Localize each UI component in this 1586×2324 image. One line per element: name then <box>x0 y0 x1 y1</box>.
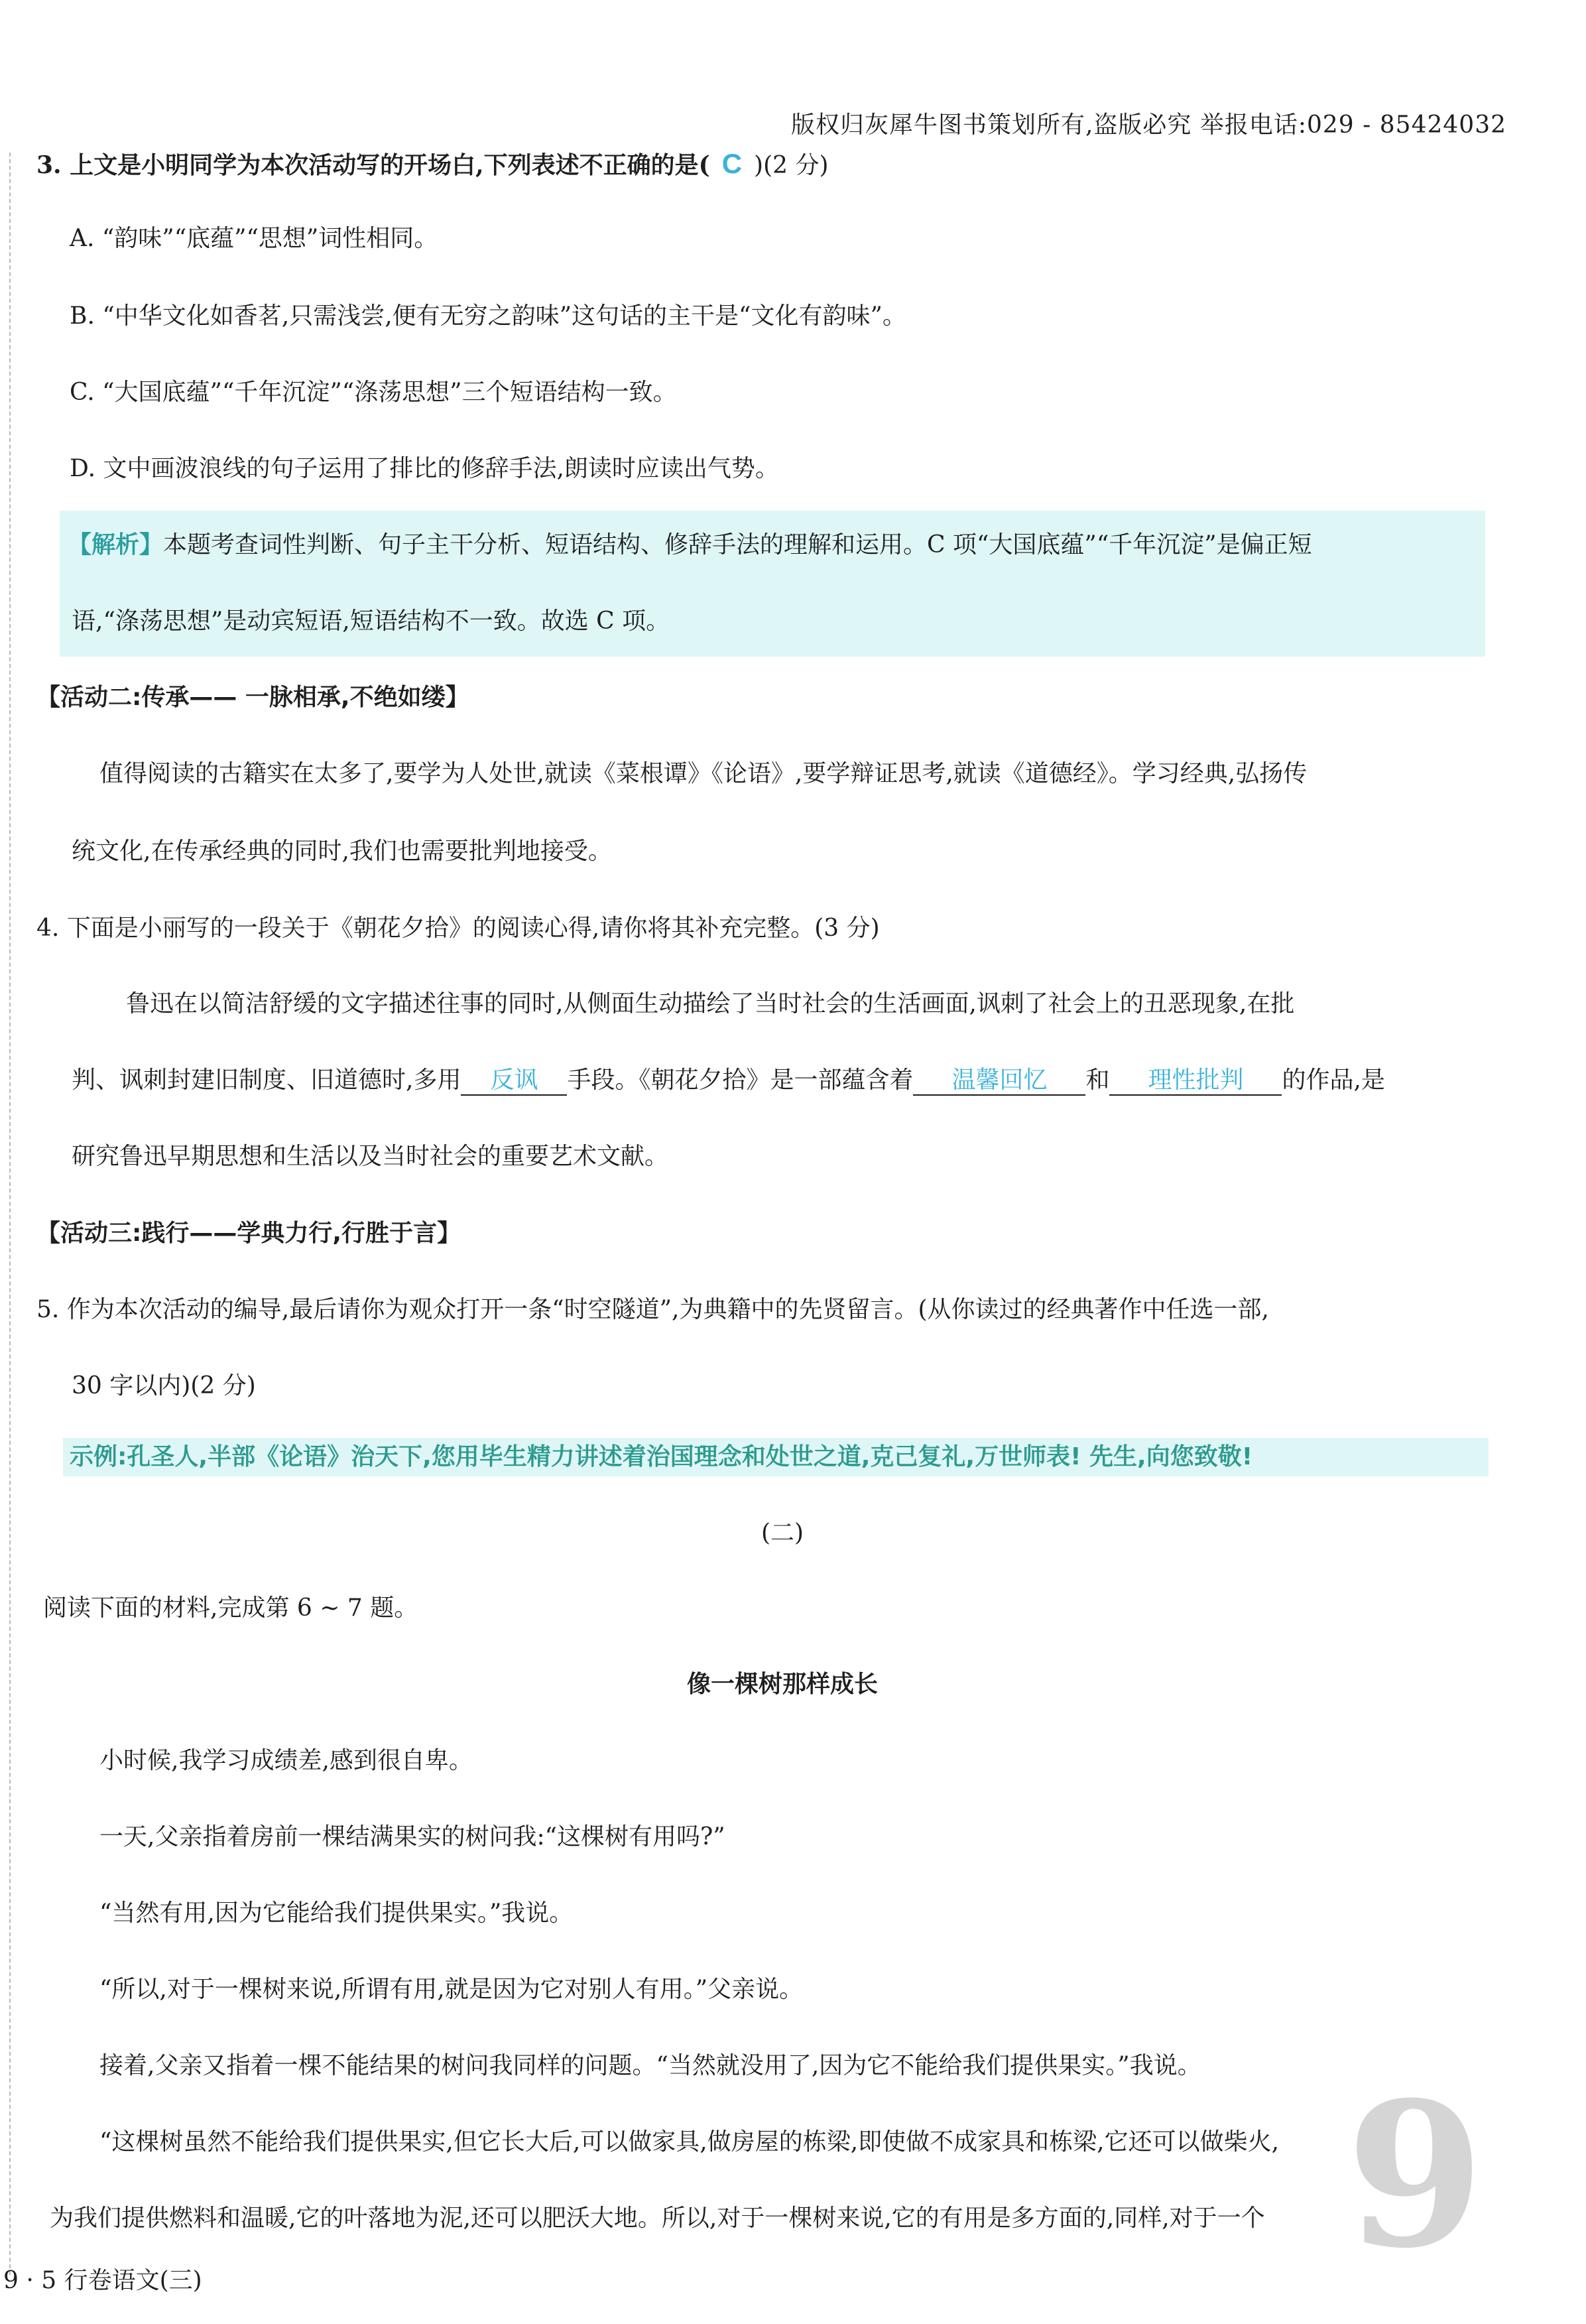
section2-heading: (二) <box>761 1519 804 1547</box>
q4-line3: 研究鲁迅早期思想和生活以及当时社会的重要艺术文献。 <box>72 1143 669 1170</box>
analysis-text-1: 本题考查词性判断、句子主干分析、短语结构、修辞手法的理解和运用。C 项“大国底蕴”“千年沉淀”是偏正短 <box>163 531 1312 558</box>
q3-stem-before: 3. 上文是小明同学为本次活动写的开场白,下列表述不正确的是( <box>36 151 710 179</box>
article-title: 像一棵树那样成长 <box>686 1671 878 1698</box>
q4-line2-b: 手段。《朝花夕拾》是一部蕴含着 <box>567 1066 914 1094</box>
article-p6-line1: “这棵树虽然不能给我们提供果实,但它长大后,可以做家具,做房屋的栋梁,即使做不成家具和栋梁,它还可以做柴火, <box>99 2128 1280 2156</box>
article-p5: 接着,父亲又指着一棵不能结果的树问我同样的问题。“当然就没用了,因为它不能给我们提供果实。”我说。 <box>99 2052 1201 2079</box>
q3-option-b: B. “中华文化如香茗,只需浅尝,便有无穷之韵味”这句话的主干是“文化有韵味”。 <box>70 302 906 330</box>
article-p1: 小时候,我学习成绩差,感到很自卑。 <box>99 1747 473 1774</box>
q3-option-d: D. 文中画波浪线的句子运用了排比的修辞手法,朗读时应读出气势。 <box>70 455 779 482</box>
article-p4: “所以,对于一棵树来说,所谓有用,就是因为它对别人有用。”父亲说。 <box>99 1976 804 2003</box>
q3-stem <box>36 147 829 180</box>
q3-option-a: A. “韵味”“底蕴”“思想”词性相同。 <box>70 225 438 252</box>
footer-label: 9 · 5 行卷语文(三) <box>3 2267 202 2294</box>
q4-line2 <box>72 1066 1385 1096</box>
q5-stem-line1: 5. 作为本次活动的编导,最后请你为观众打开一条“时空隧道”,为典籍中的先贤留言。(从你读过的经典著作中任选一部, <box>36 1296 1269 1323</box>
q3-analysis-line1 <box>68 531 1312 559</box>
q4-blank1: 反讽 <box>461 1066 567 1096</box>
q5-stem-line2: 30 字以内)(2 分) <box>72 1372 256 1399</box>
q4-blank2: 温馨回忆 <box>913 1066 1085 1096</box>
activity2-para-line2: 统文化,在传承经典的同时,我们也需要批判地接受。 <box>72 838 612 865</box>
q4-line2-d: 的作品,是 <box>1282 1066 1385 1094</box>
q3-option-c: C. “大国底蕴”“千年沉淀”“涤荡思想”三个短语结构一致。 <box>70 379 677 406</box>
activity2-para-line1: 值得阅读的古籍实在太多了,要学为人处世,就读《菜根谭》《论语》,要学辩证思考,就读《道德经》。学习经典,弘扬传 <box>99 760 1308 787</box>
q5-example: 示例:孔圣人,半部《论语》治天下,您用毕生精力讲述着治国理念和处世之道,克己复礼,万世师表! 先生,向您致敬! <box>70 1443 1253 1470</box>
q3-stem-after: )(2 分) <box>754 152 829 179</box>
page-number-watermark: 9 <box>1346 2058 1485 2292</box>
q3-analysis-line2: 语,“涤荡思想”是动宾短语,短语结构不一致。故选 C 项。 <box>72 608 670 635</box>
q4-stem: 4. 下面是小丽写的一段关于《朝花夕拾》的阅读心得,请你将其补充完整。(3 分) <box>36 915 880 942</box>
activity2-title: 【活动二:传承—— 一脉相承,不绝如缕】 <box>36 684 469 711</box>
q4-line1: 鲁迅在以简洁舒缓的文字描述往事的同时,从侧面生动描绘了当时社会的生活画面,讽刺了社会上的丑恶现象,在批 <box>126 990 1295 1017</box>
binding-margin-line <box>9 153 11 2275</box>
q4-line2-c: 和 <box>1085 1066 1110 1094</box>
section2-instruction: 阅读下面的材料,完成第 6 ~ 7 题。 <box>43 1594 418 1622</box>
article-p6-line2: 为我们提供燃料和温暖,它的叶落地为泥,还可以肥沃大地。所以,对于一棵树来说,它的有用是多方面的,同样,对于一个 <box>50 2205 1265 2232</box>
activity3-title: 【活动三:践行——学典力行,行胜于言】 <box>36 1220 461 1247</box>
q4-blank3: 理性批判 <box>1109 1066 1282 1096</box>
q4-line2-a: 判、讽刺封建旧制度、旧道德时,多用 <box>72 1066 461 1094</box>
analysis-tag: 【解析】 <box>68 531 164 558</box>
article-p3: “当然有用,因为它能给我们提供果实。”我说。 <box>99 1900 574 1927</box>
article-p2: 一天,父亲指着房前一棵结满果实的树问我:“这棵树有用吗?” <box>99 1823 725 1850</box>
copyright-header: 版权归灰犀牛图书策划所有,盗版必究 举报电话:029 - 85424032 <box>790 111 1506 139</box>
q3-answer: C <box>721 148 743 179</box>
